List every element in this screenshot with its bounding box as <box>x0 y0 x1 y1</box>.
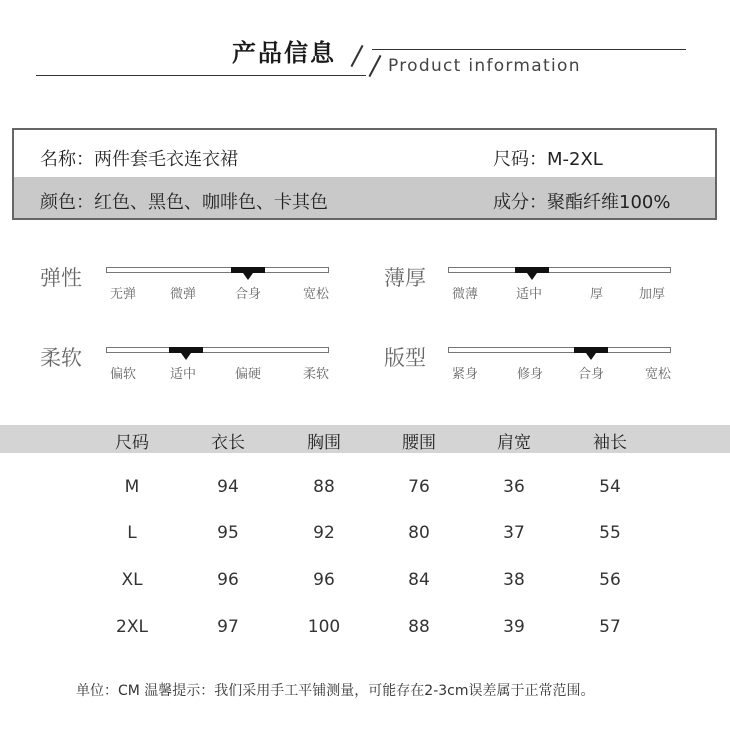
fit-tick: 紧身 <box>452 367 479 382</box>
column-header-shoulder: 肩宽 <box>497 433 531 453</box>
thickness-tick: 适中 <box>516 287 543 302</box>
softness-scale <box>106 347 329 353</box>
header-divider-bottom <box>36 75 366 76</box>
elasticity-tick: 合身 <box>235 287 262 302</box>
table-cell: 88 <box>408 617 430 637</box>
table-cell: 100 <box>307 617 341 637</box>
table-cell: L <box>127 523 137 543</box>
fit-tick: 修身 <box>517 367 544 382</box>
elasticity-scale <box>106 267 329 273</box>
thickness-tick: 厚 <box>590 287 604 302</box>
elasticity-pointer-icon <box>243 273 253 280</box>
table-cell: M <box>124 477 140 497</box>
header-slash <box>350 45 363 67</box>
column-header-size: 尺码 <box>115 433 149 453</box>
softness-tick: 偏软 <box>110 367 137 382</box>
softness-tick: 柔软 <box>303 367 330 382</box>
thickness-tick: 加厚 <box>639 287 666 302</box>
product-size-range: 尺码：M-2XL <box>493 149 603 170</box>
table-cell: 39 <box>503 617 525 637</box>
table-cell: 76 <box>408 477 430 497</box>
table-cell: 84 <box>408 570 430 590</box>
table-cell: 96 <box>313 570 335 590</box>
elasticity-label: 弹性 <box>40 266 82 290</box>
column-header-chest: 胸围 <box>307 433 341 453</box>
table-cell: 38 <box>503 570 525 590</box>
fit-tick: 合身 <box>578 367 605 382</box>
softness-tick: 偏硬 <box>235 367 262 382</box>
fit-scale <box>448 347 671 353</box>
thickness-tick: 微薄 <box>452 287 479 302</box>
softness-pointer-icon <box>181 353 191 360</box>
softness-tick: 适中 <box>170 367 197 382</box>
table-cell: XL <box>121 570 143 590</box>
table-cell: 37 <box>503 523 525 543</box>
fit-label: 版型 <box>384 346 426 370</box>
title-cn: 产品信息 <box>232 39 336 67</box>
column-header-waist: 腰围 <box>402 433 436 453</box>
title-en: Product information <box>388 56 581 76</box>
table-cell: 95 <box>217 523 239 543</box>
product-material: 成分：聚酯纤维100% <box>493 192 671 213</box>
table-cell: 55 <box>599 523 621 543</box>
column-header-length: 衣长 <box>211 433 245 453</box>
thickness-pointer-icon <box>527 273 537 280</box>
table-cell: 36 <box>503 477 525 497</box>
elasticity-tick: 宽松 <box>303 287 330 302</box>
table-cell: 80 <box>408 523 430 543</box>
product-colors: 颜色：红色、黑色、咖啡色、卡其色 <box>40 192 328 213</box>
elasticity-tick: 无弹 <box>110 287 137 302</box>
table-cell: 2XL <box>116 617 148 637</box>
table-cell: 56 <box>599 570 621 590</box>
elasticity-tick: 微弹 <box>170 287 197 302</box>
column-header-sleeve: 袖长 <box>593 433 627 453</box>
table-cell: 54 <box>599 477 621 497</box>
table-cell: 96 <box>217 570 239 590</box>
thickness-scale <box>448 267 671 273</box>
table-cell: 94 <box>217 477 239 497</box>
product-name: 名称：两件套毛衣连衣裙 <box>40 149 238 170</box>
header-divider-top <box>372 49 686 50</box>
table-cell: 92 <box>313 523 335 543</box>
thickness-label: 薄厚 <box>384 266 426 290</box>
table-cell: 88 <box>313 477 335 497</box>
table-cell: 57 <box>599 617 621 637</box>
softness-label: 柔软 <box>40 346 82 370</box>
measurement-note: 单位：CM 温馨提示：我们采用手工平铺测量，可能存在2-3cm误差属于正常范围。 <box>76 683 595 699</box>
fit-pointer-icon <box>586 353 596 360</box>
fit-tick: 宽松 <box>645 367 672 382</box>
table-cell: 97 <box>217 617 239 637</box>
header-slash <box>368 55 381 77</box>
